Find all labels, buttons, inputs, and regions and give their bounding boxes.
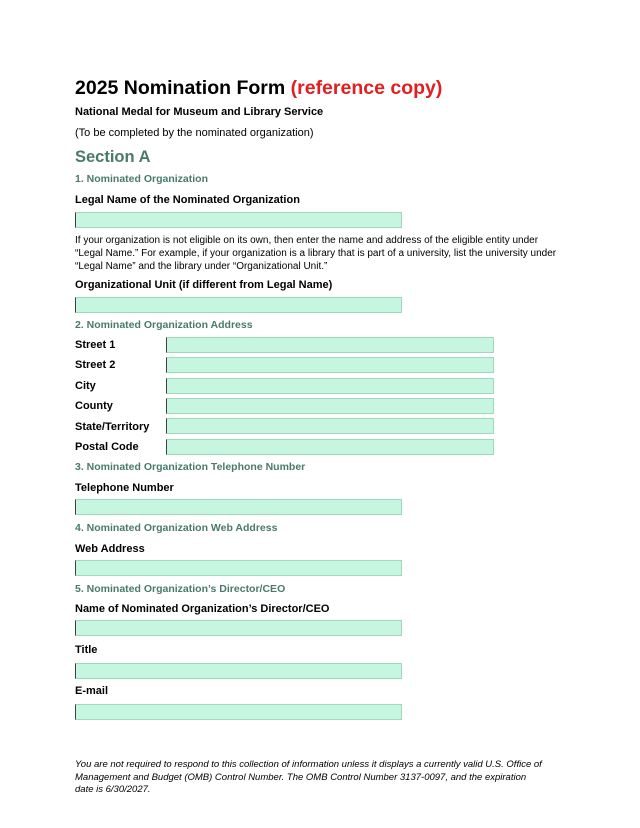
county-label: County (75, 400, 113, 412)
q5-heading: 5. Nominated Organization’s Director/CEO (75, 583, 286, 595)
eligibility-note: If your organization is not eligible on its own, then enter the name and address of the eligible entity under “Legal Name.” For example, if your organization is a library that is part of a university, list the university under “Legal Name” and the library under “Organizational Unit.” (75, 235, 557, 272)
postal-code-label: Postal Code (75, 441, 139, 453)
page-title (75, 76, 442, 100)
title-main: 2025 Nomination Form (75, 77, 286, 99)
street2-label: Street 2 (75, 359, 116, 371)
street2-field[interactable] (166, 357, 494, 373)
q4-heading: 4. Nominated Organization Web Address (75, 522, 278, 534)
director-title-label: Title (75, 644, 98, 656)
org-unit-field[interactable] (75, 297, 402, 313)
web-address-field[interactable] (75, 560, 402, 576)
reference-copy-tag: (reference copy) (290, 77, 443, 99)
director-name-field[interactable] (75, 620, 402, 636)
postal-code-field[interactable] (166, 439, 494, 455)
county-field[interactable] (166, 398, 494, 414)
director-email-label: E-mail (75, 685, 109, 697)
state-label: State/Territory (75, 421, 150, 433)
city-field[interactable] (166, 378, 494, 394)
legal-name-field[interactable] (75, 212, 402, 228)
form-instruction: (To be completed by the nominated organization) (75, 127, 314, 139)
q2-heading: 2. Nominated Organization Address (75, 319, 253, 331)
org-unit-label: Organizational Unit (if different from Legal Name) (75, 279, 333, 291)
section-heading: Section A (75, 148, 151, 166)
street1-label: Street 1 (75, 339, 116, 351)
director-name-label: Name of Nominated Organization’s Director/CEO (75, 603, 330, 615)
legal-name-label: Legal Name of the Nominated Organization (75, 194, 300, 206)
q1-heading: 1. Nominated Organization (75, 173, 209, 185)
director-email-field[interactable] (75, 704, 402, 720)
q3-heading: 3. Nominated Organization Telephone Number (75, 461, 306, 473)
telephone-field[interactable] (75, 499, 402, 515)
director-title-field[interactable] (75, 663, 402, 679)
omb-notice: You are not required to respond to this collection of information unless it displays a currently valid U.S. Office of Management and Budget (OMB) Control Number. The OMB Control Number 3137-0097, and the expiration date is 6/30/2027. (75, 759, 542, 795)
state-field[interactable] (166, 418, 494, 434)
telephone-label: Telephone Number (75, 482, 174, 494)
street1-field[interactable] (166, 337, 494, 353)
city-label: City (75, 380, 96, 392)
web-address-label: Web Address (75, 543, 145, 555)
form-subtitle: National Medal for Museum and Library Service (75, 106, 324, 118)
